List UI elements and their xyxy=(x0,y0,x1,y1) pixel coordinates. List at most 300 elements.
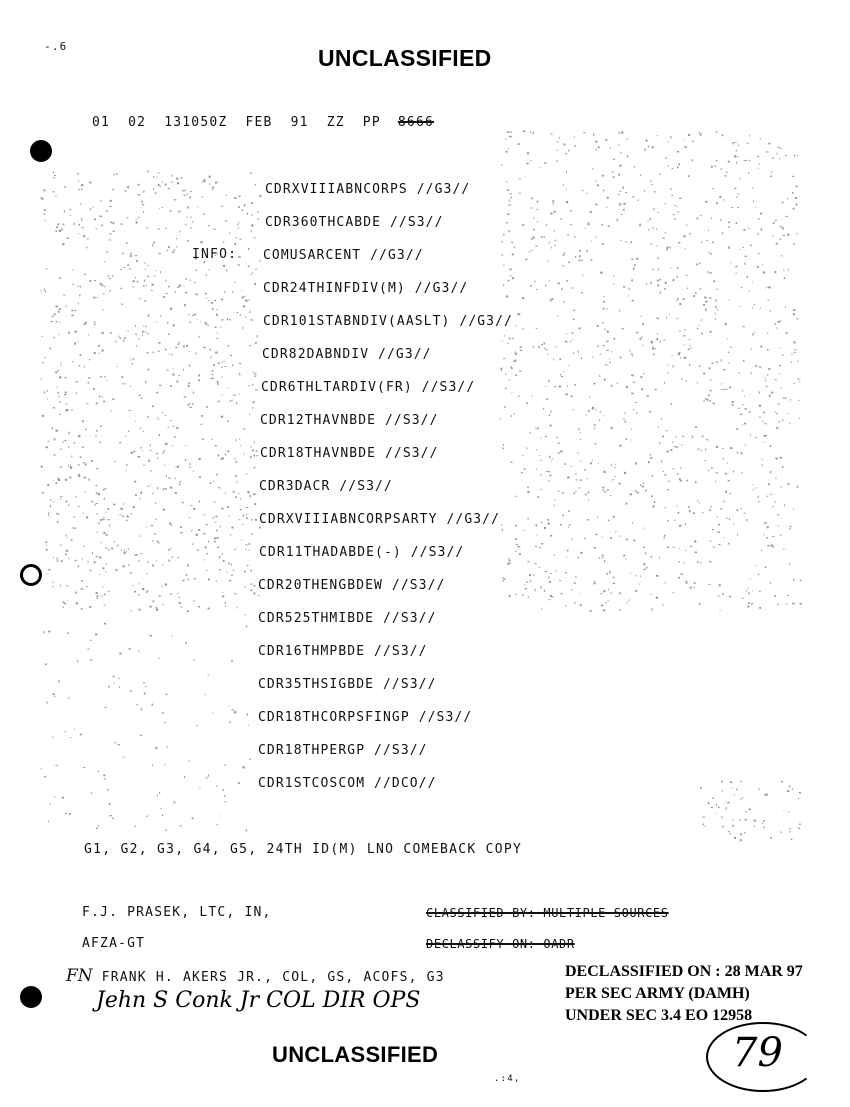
scan-speck xyxy=(168,478,170,479)
scan-speck xyxy=(544,236,545,238)
scan-speck xyxy=(505,138,506,140)
scan-speck xyxy=(611,385,613,386)
scan-speck xyxy=(88,561,89,563)
scan-speck xyxy=(790,526,792,528)
scan-speck xyxy=(158,172,160,173)
scan-speck xyxy=(613,159,615,160)
scan-speck xyxy=(53,407,55,408)
scan-speck xyxy=(66,403,68,404)
scan-speck xyxy=(211,439,212,440)
scan-speck xyxy=(530,285,532,287)
scan-speck xyxy=(791,839,792,841)
scan-speck xyxy=(53,586,54,588)
scan-speck xyxy=(690,546,692,547)
scan-speck xyxy=(208,578,210,580)
scan-speck xyxy=(50,505,51,507)
scan-speck xyxy=(56,227,58,229)
scan-speck xyxy=(212,187,214,189)
scan-speck xyxy=(118,678,120,679)
scan-speck xyxy=(102,309,104,310)
scan-speck xyxy=(86,247,87,249)
scan-speck xyxy=(664,288,666,290)
scan-speck xyxy=(610,147,611,149)
scan-speck xyxy=(175,347,177,348)
scan-speck xyxy=(566,171,567,173)
scan-speck xyxy=(575,474,577,475)
scan-speck xyxy=(64,186,65,188)
scan-speck xyxy=(667,246,669,248)
scan-speck xyxy=(595,534,597,535)
scan-speck xyxy=(231,400,232,401)
scan-speck xyxy=(508,148,510,149)
scan-speck xyxy=(192,221,193,223)
scan-speck xyxy=(503,444,504,446)
scan-speck xyxy=(716,131,717,133)
scan-speck xyxy=(101,542,102,544)
scan-speck xyxy=(519,193,521,194)
scan-speck xyxy=(733,523,734,525)
scan-speck xyxy=(641,316,642,317)
scan-speck xyxy=(534,281,535,282)
scan-speck xyxy=(155,192,157,194)
scan-speck xyxy=(690,587,692,589)
scan-speck xyxy=(564,463,566,465)
scan-speck xyxy=(169,560,171,562)
scan-speck xyxy=(251,570,252,572)
scan-speck xyxy=(215,516,217,518)
scan-speck xyxy=(631,353,633,354)
scan-speck xyxy=(738,408,740,409)
declassify-on-struck: DECLASSIFY ON: OADR xyxy=(426,937,575,951)
scan-speck xyxy=(530,580,531,582)
scan-speck xyxy=(657,280,659,282)
scan-speck xyxy=(739,178,741,179)
scan-speck xyxy=(106,380,108,381)
scan-speck xyxy=(222,553,223,555)
scan-speck xyxy=(117,366,118,367)
scan-speck xyxy=(635,590,637,592)
scan-speck xyxy=(684,562,685,563)
scan-speck xyxy=(506,151,508,153)
scan-speck xyxy=(619,609,621,610)
scan-speck xyxy=(783,270,784,271)
scan-speck xyxy=(177,466,179,468)
scan-speck xyxy=(252,214,253,216)
scan-speck xyxy=(90,640,92,641)
scan-speck xyxy=(166,475,167,477)
scan-speck xyxy=(146,285,147,286)
scan-speck xyxy=(100,519,102,521)
scan-speck xyxy=(745,819,747,821)
scan-speck xyxy=(759,367,761,368)
scan-speck xyxy=(59,277,61,279)
scan-speck xyxy=(721,359,722,361)
scan-speck xyxy=(565,605,566,607)
scan-speck xyxy=(170,420,172,421)
scan-speck xyxy=(744,423,746,425)
scan-speck xyxy=(556,150,558,151)
scan-speck xyxy=(178,593,179,594)
scan-speck xyxy=(794,352,796,353)
scan-speck xyxy=(764,534,765,536)
scan-speck xyxy=(571,466,572,467)
scan-speck xyxy=(758,496,759,498)
scan-speck xyxy=(708,584,710,585)
scan-speck xyxy=(242,297,244,299)
scan-speck xyxy=(625,412,626,414)
scan-speck xyxy=(772,235,773,237)
scan-speck xyxy=(541,489,542,491)
scan-speck xyxy=(726,807,727,809)
scan-speck xyxy=(734,142,736,143)
scan-speck xyxy=(723,199,724,200)
scan-speck xyxy=(620,357,622,359)
scan-speck xyxy=(147,573,148,575)
info-addressee: CDR18THCORPSFINGP //S3// xyxy=(258,710,473,725)
scan-speck xyxy=(236,237,237,239)
scan-speck xyxy=(572,538,573,540)
scan-speck xyxy=(651,496,653,497)
scan-speck xyxy=(548,599,550,600)
scan-speck xyxy=(545,436,547,437)
scan-speck xyxy=(57,521,59,523)
scan-speck xyxy=(597,184,599,186)
scan-speck xyxy=(247,299,249,300)
scan-speck xyxy=(727,802,729,804)
scan-speck xyxy=(216,530,218,532)
scan-speck xyxy=(705,826,706,827)
scan-speck xyxy=(749,160,750,162)
distribution-line: G1, G2, G3, G4, G5, 24TH ID(M) LNO COMEBACK COPY xyxy=(84,842,523,857)
scan-speck xyxy=(176,178,178,180)
scan-speck xyxy=(236,439,237,441)
scan-speck xyxy=(742,390,743,392)
scan-speck xyxy=(722,448,723,449)
scan-speck xyxy=(602,243,604,245)
scan-speck xyxy=(563,371,564,372)
scan-speck xyxy=(697,562,699,563)
scan-speck xyxy=(104,286,105,287)
scan-speck xyxy=(593,134,594,136)
scan-speck xyxy=(255,389,257,390)
scan-speck xyxy=(781,781,783,783)
scan-speck xyxy=(771,392,773,394)
scan-speck xyxy=(86,586,88,587)
scan-speck xyxy=(250,345,252,346)
scan-speck xyxy=(516,325,517,326)
scan-speck xyxy=(722,134,723,136)
scan-speck xyxy=(78,506,79,508)
scan-speck xyxy=(71,539,73,540)
scan-speck xyxy=(619,592,621,594)
scan-speck xyxy=(783,235,785,236)
scan-speck xyxy=(55,196,57,197)
info-label: INFO: xyxy=(192,247,238,262)
scan-speck xyxy=(508,204,510,205)
scan-speck xyxy=(232,291,233,292)
scan-speck xyxy=(786,603,787,604)
scan-speck xyxy=(252,407,253,408)
scan-speck xyxy=(101,200,102,202)
scan-speck xyxy=(132,585,134,586)
scan-speck xyxy=(98,522,99,524)
scan-speck xyxy=(155,519,157,520)
scan-speck xyxy=(130,359,131,360)
scan-speck xyxy=(713,188,714,189)
scan-speck xyxy=(56,230,57,232)
scan-speck xyxy=(568,510,570,512)
scan-speck xyxy=(608,225,610,226)
scan-speck xyxy=(515,374,517,376)
scan-speck xyxy=(101,596,103,597)
scan-speck xyxy=(123,503,124,505)
scan-speck xyxy=(613,176,615,178)
scan-speck xyxy=(145,300,146,302)
scan-speck xyxy=(228,706,229,707)
scan-speck xyxy=(537,428,539,430)
scan-speck xyxy=(189,760,190,761)
scan-speck xyxy=(43,214,45,215)
scan-speck xyxy=(198,529,200,531)
scan-speck xyxy=(664,537,665,539)
scan-speck xyxy=(515,496,517,497)
scan-speck xyxy=(70,465,71,467)
scan-speck xyxy=(146,527,147,528)
scan-speck xyxy=(780,238,781,240)
scan-speck xyxy=(170,308,172,310)
scan-speck xyxy=(515,352,517,353)
scan-speck xyxy=(228,562,229,564)
scan-speck xyxy=(736,150,737,152)
scan-speck xyxy=(721,781,723,783)
scan-speck xyxy=(703,373,705,375)
scan-speck xyxy=(225,801,226,802)
scan-speck xyxy=(50,803,51,805)
scan-speck xyxy=(642,486,644,488)
scan-speck xyxy=(619,310,620,312)
scan-speck xyxy=(700,288,701,289)
scan-speck xyxy=(667,451,669,453)
scan-speck xyxy=(108,591,110,592)
scan-speck xyxy=(78,565,79,567)
scan-speck xyxy=(248,725,249,726)
scan-speck xyxy=(150,606,152,608)
scan-speck xyxy=(747,276,749,278)
scan-speck xyxy=(746,519,747,521)
scan-speck xyxy=(750,434,751,436)
scan-speck xyxy=(538,346,540,348)
scan-speck xyxy=(238,222,239,223)
scan-speck xyxy=(574,236,575,238)
scan-speck xyxy=(667,547,669,548)
scan-speck xyxy=(504,335,505,336)
scan-speck xyxy=(88,334,89,335)
scan-speck xyxy=(133,286,134,287)
scan-speck xyxy=(614,476,616,477)
scan-speck xyxy=(762,459,763,460)
scan-speck xyxy=(575,576,576,577)
scan-speck xyxy=(783,810,784,811)
scan-speck xyxy=(636,575,637,576)
scan-speck xyxy=(137,281,139,283)
scan-speck xyxy=(666,249,668,251)
scan-speck xyxy=(98,345,100,347)
scan-speck xyxy=(104,498,106,500)
scan-speck xyxy=(212,189,214,190)
scan-speck xyxy=(173,324,175,326)
scan-speck xyxy=(70,215,71,216)
scan-speck xyxy=(530,160,531,161)
scan-speck xyxy=(223,241,224,243)
scan-speck xyxy=(695,552,697,554)
scan-speck xyxy=(235,548,236,550)
scan-speck xyxy=(536,449,537,450)
scan-speck xyxy=(127,217,129,218)
top-classification: UNCLASSIFIED xyxy=(318,45,492,71)
scan-speck xyxy=(709,400,710,402)
scan-speck xyxy=(222,592,223,593)
scan-speck xyxy=(784,504,785,506)
scan-speck xyxy=(659,442,660,444)
info-addressee: CDR82DABNDIV //G3// xyxy=(262,347,432,362)
scan-speck xyxy=(95,229,97,230)
scan-speck xyxy=(53,557,54,558)
scan-speck xyxy=(206,274,207,276)
scan-speck xyxy=(158,658,160,659)
scan-speck xyxy=(97,531,98,532)
scan-speck xyxy=(108,549,109,551)
scan-speck xyxy=(552,458,553,459)
scan-speck xyxy=(610,593,612,594)
scan-speck xyxy=(116,174,118,175)
scan-speck xyxy=(566,280,567,282)
scan-speck xyxy=(216,580,217,582)
scan-speck xyxy=(579,255,581,257)
scan-speck xyxy=(623,286,625,288)
scan-speck xyxy=(105,707,107,708)
scan-speck xyxy=(60,467,62,468)
scan-speck xyxy=(775,220,777,221)
scan-speck xyxy=(172,445,174,446)
scan-speck xyxy=(667,520,668,522)
scan-speck xyxy=(215,182,217,184)
scan-speck xyxy=(76,602,78,604)
scan-speck xyxy=(788,483,790,485)
scan-speck xyxy=(150,635,152,637)
scan-speck xyxy=(743,326,745,327)
scan-speck xyxy=(56,430,58,432)
scan-speck xyxy=(148,265,150,266)
scan-speck xyxy=(611,464,612,466)
scan-speck xyxy=(254,592,256,594)
scan-speck xyxy=(142,334,143,336)
scan-speck xyxy=(44,209,46,211)
scan-speck xyxy=(103,401,105,403)
scan-speck xyxy=(239,196,241,197)
scan-speck xyxy=(185,459,186,461)
scan-speck xyxy=(775,271,777,273)
scan-speck xyxy=(784,277,785,279)
scan-speck xyxy=(765,566,767,568)
scan-speck xyxy=(719,584,721,586)
scan-speck xyxy=(245,549,246,550)
scan-speck xyxy=(771,171,772,172)
scan-speck xyxy=(692,435,693,436)
scan-speck xyxy=(673,365,674,367)
scan-speck xyxy=(710,506,712,507)
scan-speck xyxy=(150,444,151,446)
scan-speck xyxy=(167,322,169,323)
scan-speck xyxy=(729,386,731,388)
scan-speck xyxy=(652,348,654,350)
dtg-text: 01 02 131050Z FEB 91 ZZ PP xyxy=(92,115,381,130)
scan-speck xyxy=(92,552,93,554)
scan-speck xyxy=(628,295,629,296)
scan-speck xyxy=(539,455,540,456)
scan-speck xyxy=(799,418,800,419)
scan-speck xyxy=(78,464,80,466)
scan-speck xyxy=(66,537,67,538)
scan-speck xyxy=(180,481,182,483)
scan-speck xyxy=(712,529,714,530)
scan-speck xyxy=(537,221,538,222)
scan-speck xyxy=(220,816,221,817)
scan-speck xyxy=(75,560,77,561)
scan-speck xyxy=(115,341,116,342)
scan-speck xyxy=(586,193,588,194)
scan-speck xyxy=(228,388,229,389)
scan-speck xyxy=(772,536,774,537)
scan-speck xyxy=(755,207,756,208)
scan-speck xyxy=(526,402,528,404)
scan-speck xyxy=(618,174,620,176)
scan-speck xyxy=(184,195,186,196)
scan-speck xyxy=(62,229,63,231)
scan-speck xyxy=(220,326,221,328)
scan-speck xyxy=(776,458,778,460)
scan-speck xyxy=(648,220,649,221)
scan-speck xyxy=(750,245,752,246)
scan-speck xyxy=(595,443,597,444)
scan-speck xyxy=(608,600,609,601)
scan-speck xyxy=(100,216,102,218)
scan-speck xyxy=(571,333,573,334)
scan-speck xyxy=(613,516,615,518)
scan-speck xyxy=(618,132,620,133)
scan-speck xyxy=(53,480,54,481)
scan-speck xyxy=(555,240,557,241)
scan-speck xyxy=(553,359,554,361)
scan-speck xyxy=(229,580,231,582)
scan-speck xyxy=(527,487,528,489)
scan-speck xyxy=(69,813,71,815)
scan-speck xyxy=(186,574,188,575)
scan-speck xyxy=(503,580,504,582)
scan-speck xyxy=(253,585,255,586)
scan-speck xyxy=(541,522,542,523)
scan-speck xyxy=(554,211,556,213)
scan-speck xyxy=(535,589,536,591)
scan-speck xyxy=(50,500,52,501)
scan-speck xyxy=(91,460,93,462)
scan-speck xyxy=(663,340,665,341)
punch-hole-middle xyxy=(20,564,42,586)
scan-speck xyxy=(184,776,185,778)
scan-speck xyxy=(237,223,238,225)
scan-speck xyxy=(646,140,648,142)
scan-speck xyxy=(249,414,250,415)
scan-speck xyxy=(586,415,587,416)
